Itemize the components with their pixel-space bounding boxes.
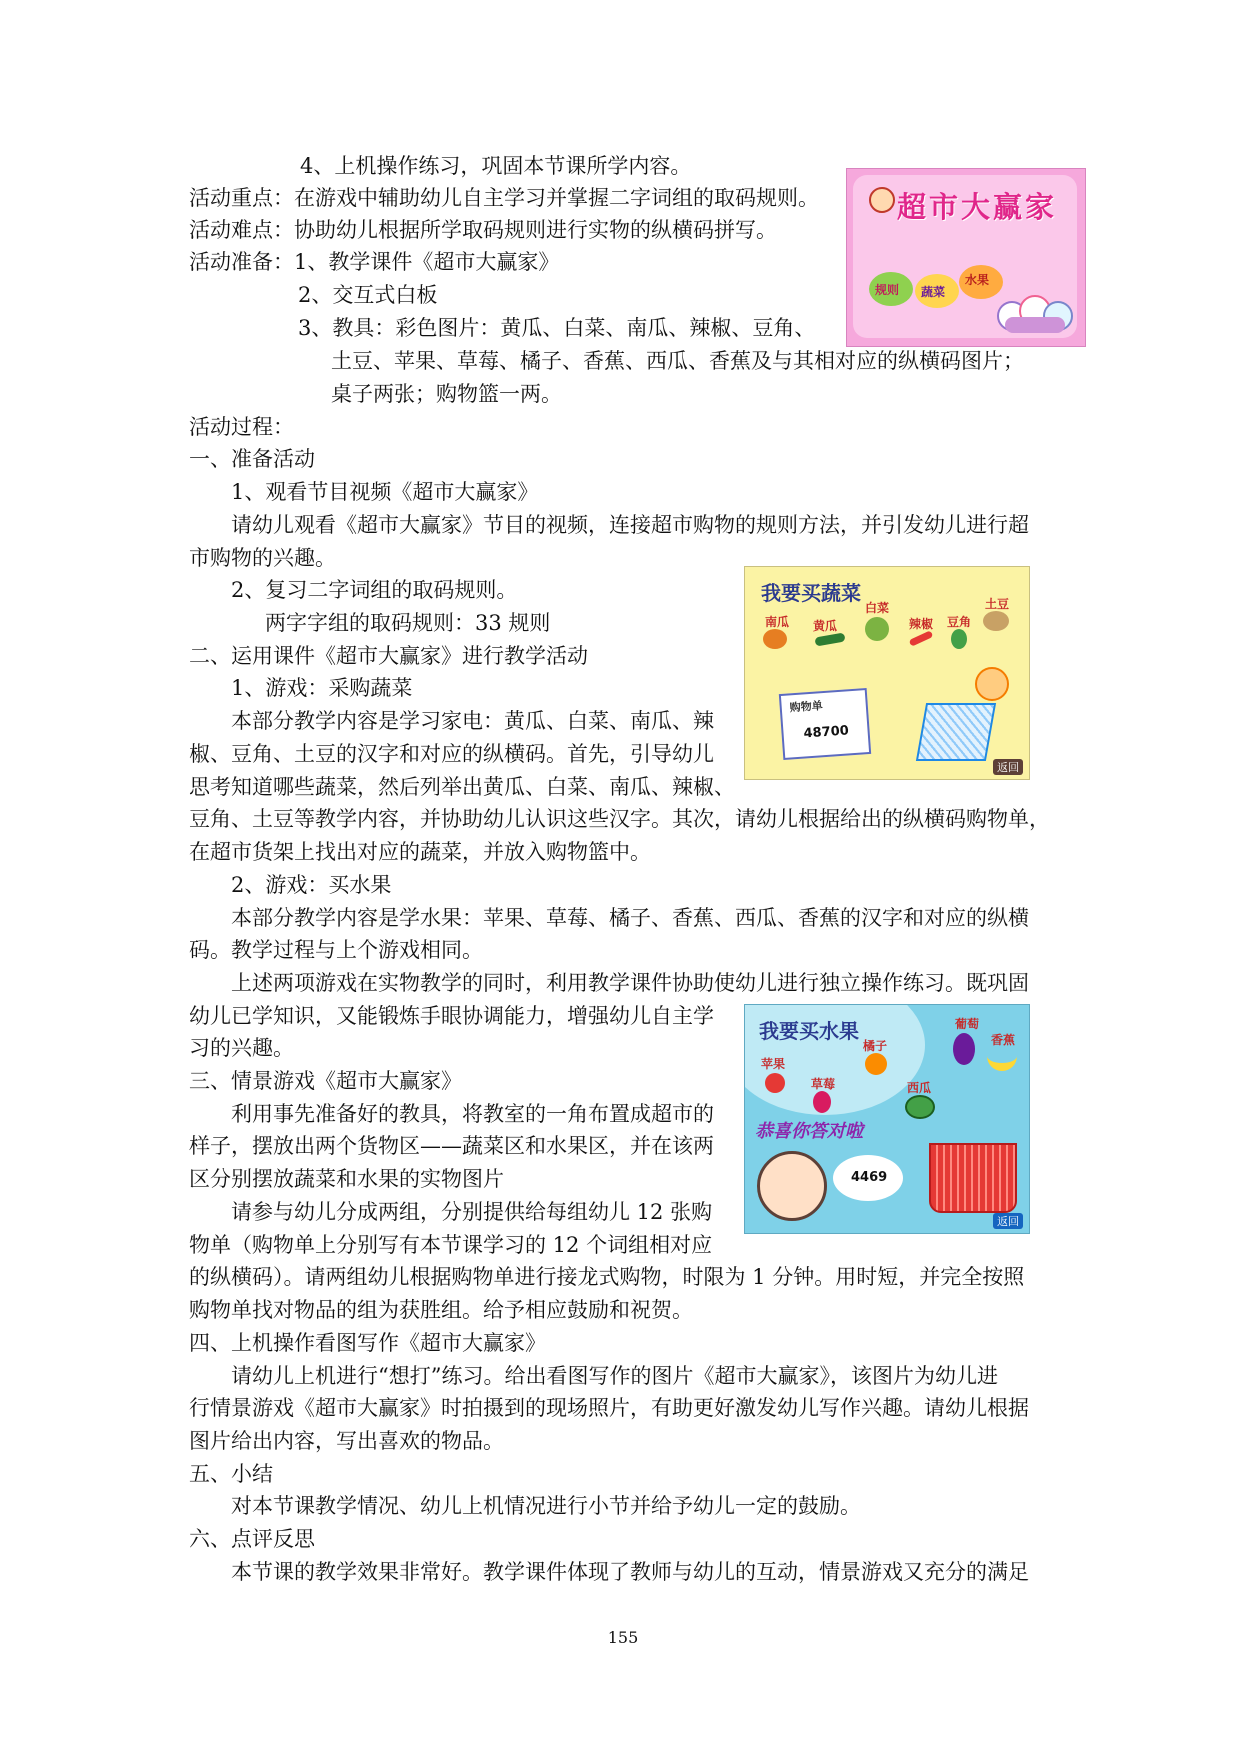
cartoon-characters-icon xyxy=(997,287,1077,335)
text-line: 椒、豆角、土豆的汉字和对应的纵横码。首先，引导幼儿 xyxy=(189,742,714,766)
thought-bubble-code: 4469 xyxy=(851,1170,888,1185)
cabbage-icon xyxy=(865,617,889,641)
cucumber-icon xyxy=(814,632,845,646)
text-line: 本部分教学内容是学习家电：黄瓜、白菜、南瓜、辣 xyxy=(231,709,714,733)
watermelon-icon xyxy=(905,1095,935,1119)
pumpkin-icon xyxy=(763,629,787,649)
text-line: 1、游戏：采购蔬菜 xyxy=(231,676,413,700)
text-line: 物单（购物单上分别写有本节课学习的 12 个词组相对应 xyxy=(189,1233,713,1257)
text-line: 桌子两张；购物篮一两。 xyxy=(331,382,562,406)
veg-label: 黄瓜 xyxy=(813,619,838,633)
fruits-heading: 我要买水果 xyxy=(759,1019,859,1043)
text-line: 行情景游戏《超市大赢家》时拍摄到的现场照片，有助更好激发幼儿写作兴趣。请幼儿根据 xyxy=(189,1396,1029,1420)
strawberry-icon xyxy=(813,1091,831,1113)
girl-face-icon xyxy=(757,1151,827,1221)
text-line: 上述两项游戏在实物教学的同时，利用教学课件协助使幼儿进行独立操作练习。既巩固 xyxy=(231,971,1029,995)
orange-icon xyxy=(865,1053,887,1075)
text-line: 本节课的教学效果非常好。教学课件体现了教师与幼儿的互动，情景游戏又充分的满足 xyxy=(231,1560,1029,1584)
fruit-label: 香蕉 xyxy=(991,1033,1016,1047)
basket-icon xyxy=(916,703,996,761)
text-line: 对本节课教学情况、幼儿上机情况进行小节并给予幼儿一定的鼓励。 xyxy=(231,1494,861,1518)
text-line: 豆角、土豆等教学内容，并协助幼儿认识这些汉字。其次，请幼儿根据给出的纵横码购物单， xyxy=(189,807,1050,831)
fruit-back-button: 返回 xyxy=(993,1213,1023,1229)
text-line: 购物单找对物品的组为获胜组。给予相应鼓励和祝贺。 xyxy=(189,1298,693,1322)
page-number: 155 xyxy=(607,1628,639,1647)
shopping-list-code: 48700 xyxy=(803,723,850,742)
fruit-label: 葡萄 xyxy=(955,1017,980,1031)
text-line: 1、观看节目视频《超市大赢家》 xyxy=(231,480,539,504)
text-line: 三、情景游戏《超市大赢家》 xyxy=(189,1069,462,1093)
text-line: 活动难点：协助幼儿根据所学取码规则进行实物的纵横码拼写。 xyxy=(189,218,777,242)
fruit-label: 草莓 xyxy=(811,1077,836,1091)
text-line: 市购物的兴趣。 xyxy=(189,546,336,570)
text-line: 五、小结 xyxy=(189,1462,273,1486)
shopping-list-card xyxy=(779,688,871,760)
chili-icon xyxy=(909,630,934,646)
text-line: 习的兴趣。 xyxy=(189,1036,294,1060)
text-line: 2、游戏：买水果 xyxy=(231,873,392,897)
text-line: 活动准备：1、教学课件《超市大赢家》 xyxy=(189,250,560,274)
text-line: 请幼儿观看《超市大赢家》节目的视频，连接超市购物的规则方法，并引发幼儿进行超 xyxy=(231,513,1029,537)
thought-bubble xyxy=(833,1155,903,1201)
text-line: 幼儿已学知识，又能锻炼手眼协调能力，增强幼儿自主学 xyxy=(189,1004,714,1028)
congrats-banner: 恭喜你答对啦 xyxy=(755,1121,863,1142)
banana-icon xyxy=(987,1051,1017,1071)
text-line: 两字字组的取码规则：33 规则 xyxy=(265,611,551,635)
fruit-label: 苹果 xyxy=(761,1057,786,1071)
potato-icon xyxy=(983,611,1009,631)
shopping-list-title: 购物单 xyxy=(789,699,824,715)
text-line: 样子，摆放出两个货物区——蔬菜区和水果区，并在该两 xyxy=(189,1134,714,1158)
text-line: 本部分教学内容是学水果：苹果、草莓、橘子、香蕉、西瓜、香蕉的汉字和对应的纵横 xyxy=(231,906,1029,930)
apple-icon xyxy=(765,1073,785,1093)
text-line: 活动过程： xyxy=(189,415,294,439)
back-button: 返回 xyxy=(993,759,1023,775)
text-line: 一、准备活动 xyxy=(189,447,315,471)
text-line: 土豆、苹果、草莓、橘子、香蕉、西瓜、香蕉及与其相对应的纵横码图片； xyxy=(331,349,1024,373)
fruits-screen-image xyxy=(744,1004,1030,1234)
title-screen-title: 超市大赢家 xyxy=(897,190,1058,224)
title-screen-fruit-label: 水果 xyxy=(965,273,990,287)
text-line: 四、上机操作看图写作《超市大赢家》 xyxy=(189,1331,546,1355)
title-screen-veg-label: 蔬菜 xyxy=(921,285,946,299)
text-line: 活动重点：在游戏中辅助幼儿自主学习并掌握二字词组的取码规则。 xyxy=(189,186,819,210)
fruit-label: 西瓜 xyxy=(907,1081,932,1095)
text-line: 码。教学过程与上个游戏相同。 xyxy=(189,938,483,962)
red-basket-icon xyxy=(929,1143,1017,1213)
text-line: 二、运用课件《超市大赢家》进行教学活动 xyxy=(189,644,588,668)
text-line: 图片给出内容，写出喜欢的物品。 xyxy=(189,1429,504,1453)
text-line: 2、复习二字词组的取码规则。 xyxy=(231,578,518,602)
text-line: 2、交互式白板 xyxy=(298,283,438,307)
fruit-label: 橘子 xyxy=(863,1039,888,1053)
text-line: 思考知道哪些蔬菜，然后列举出黄瓜、白菜、南瓜、辣椒、 xyxy=(189,775,735,799)
vegetables-heading: 我要买蔬菜 xyxy=(761,581,861,605)
text-line: 3、教具：彩色图片：黄瓜、白菜、南瓜、辣椒、豆角、 xyxy=(298,316,816,340)
text-line: 请参与幼儿分成两组，分别提供给每组幼儿 12 张购 xyxy=(231,1200,713,1224)
veg-label: 辣椒 xyxy=(909,617,934,631)
girl-character-icon xyxy=(975,667,1009,701)
girl-icon xyxy=(869,187,895,213)
vegetables-screen-image xyxy=(744,566,1030,780)
veg-label: 南瓜 xyxy=(765,615,790,629)
text-line: 在超市货架上找出对应的蔬菜，并放入购物篮中。 xyxy=(189,840,651,864)
text-line: 4、上机操作练习，巩固本节课所学内容。 xyxy=(300,154,692,178)
text-line: 六、点评反思 xyxy=(189,1527,315,1551)
title-screen-image xyxy=(846,168,1086,347)
grapes-icon xyxy=(953,1033,975,1065)
veg-label: 土豆 xyxy=(985,597,1010,611)
veg-label: 白菜 xyxy=(865,601,890,615)
beans-icon xyxy=(951,629,967,649)
text-line: 的纵横码）。请两组幼儿根据购物单进行接龙式购物，时限为 1 分钟。用时短，并完全按照 xyxy=(189,1265,1025,1289)
text-line: 利用事先准备好的教具，将教室的一角布置成超市的 xyxy=(231,1102,714,1126)
text-line: 请幼儿上机进行“想打”练习。给出看图写作的图片《超市大赢家》，该图片为幼儿进 xyxy=(231,1364,998,1388)
veg-label: 豆角 xyxy=(947,615,972,629)
title-screen-rule-label: 规则 xyxy=(875,283,900,297)
text-line: 区分别摆放蔬菜和水果的实物图片 xyxy=(189,1167,504,1191)
